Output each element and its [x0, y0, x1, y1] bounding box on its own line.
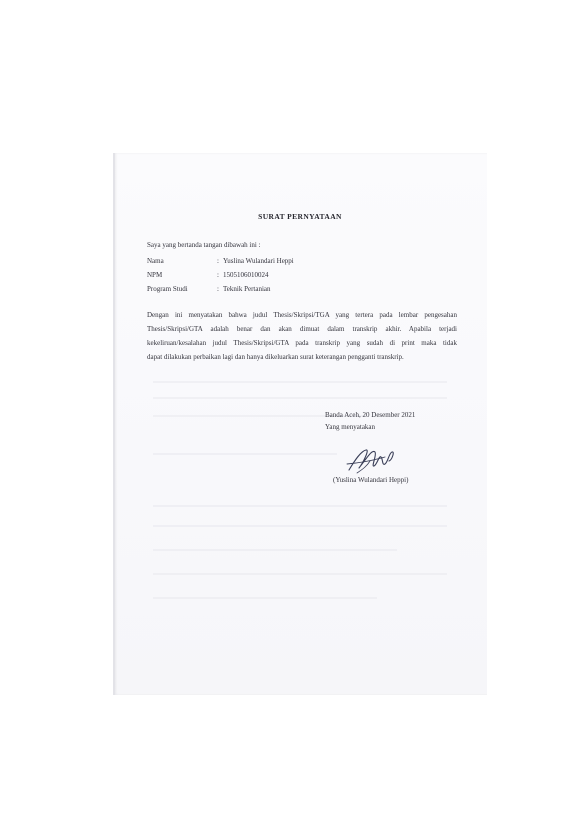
bleed-through-line	[153, 525, 447, 527]
field-value-name: Yuslina Wulandari Heppi	[223, 257, 294, 265]
signature-icon	[345, 443, 401, 477]
signer-role: Yang menyatakan	[325, 423, 376, 431]
bleed-through-line	[153, 381, 447, 383]
field-label-program: Program Studi	[147, 285, 188, 293]
bleed-through-line	[153, 597, 377, 599]
field-colon: :	[217, 271, 219, 279]
bleed-through-line	[153, 397, 447, 399]
bleed-through-line	[153, 549, 397, 551]
field-value-npm: 1505106010024	[223, 271, 269, 279]
statement-line: Dengan ini menyatakan bahwa judul Thesis/Skripsi/TGA yang tertera pada lembar pengesahan	[147, 311, 457, 319]
place-date: Banda Aceh, 20 Desember 2021	[325, 411, 416, 419]
field-colon: :	[217, 285, 219, 293]
bleed-through-line	[153, 573, 447, 575]
statement-line: Thesis/Skripsi/GTA adalah benar dan akan dimuat dalam transkrip akhir. Apabila terjadi	[147, 325, 457, 333]
field-label-npm: NPM	[147, 271, 163, 279]
statement-line: dapat dilakukan perbaikan lagi dan hanya dikeluarkan surat keterangan pengganti transkrip.	[147, 353, 404, 361]
document-title: SURAT PERNYATAAN	[258, 212, 342, 221]
scanned-page	[113, 153, 487, 695]
intro-text: Saya yang bertanda tangan dibawah ini :	[147, 241, 261, 249]
signer-name: (Yuslina Wulandari Heppi)	[333, 476, 409, 484]
field-label-name: Nama	[147, 257, 164, 265]
bleed-through-line	[153, 453, 337, 455]
field-colon: :	[217, 257, 219, 265]
bleed-through-line	[153, 505, 447, 507]
statement-line: kekeliruan/kesalahan judul Thesis/Skripsi/GTA pada transkrip yang sudah di print maka tidak	[147, 339, 457, 347]
field-value-program: Teknik Pertanian	[223, 285, 271, 293]
